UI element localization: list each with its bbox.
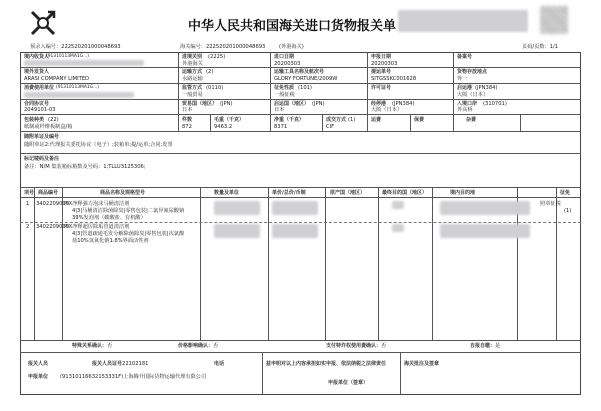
statement: 兹申明对以上内容承担如实申报、依法纳税之法律责任 [266,361,387,367]
transit-port: 大阪（日本） [371,107,403,113]
row-tax: 照章征税 [540,201,561,207]
row-name-line-2: 4|3|管道疏通毛发分解除菌除臭|零售包装|次氯酸 [72,231,185,237]
supervision-code: (0110) [206,85,224,91]
pack-label: 包装种类 [24,117,45,123]
row-code: 3402209000 [36,224,70,230]
insurance-label: 保费 [414,117,425,123]
phone-label: 电话 [214,361,225,367]
trade-country-label: 贸易国（地区） [182,101,218,107]
price-label: 价格影响确认： [178,343,214,349]
deal-label: 成交方式 [326,117,347,123]
self-label: 自报自缴： [470,343,496,349]
col-header-name: 商品名称及规格型号 [100,190,146,196]
transit-port-label: 经停港 [371,101,387,107]
transport-mode: 水路运输 [182,76,203,82]
dep-port-label: 启运港 [457,85,473,91]
pieces-label: 件数 [182,117,193,123]
row-name-line-1: PIX净释强力泡沫马桶清洁剂 [64,201,130,207]
col-header-origin: 原产国（地区） [330,190,366,196]
storage-label: 货物存放地点 [457,69,488,75]
customs-remark-label: 海关批注及签章 [404,361,440,367]
freight-label: 运费 [371,117,382,123]
consignee-code: (91310113MA1G...) [46,54,89,59]
declarant-label: 报关人员 [28,361,49,367]
supervision: 一般贸易 [182,92,203,98]
net: 8371 [274,124,288,130]
row-code: 3402209000 [36,201,70,207]
origin-country-label: 启运国（地区） [274,101,310,107]
declarant-id-label: 报关人员证号 [92,361,123,367]
consumer-label: 消费使用单位 [24,85,55,91]
levy: 一般征税 [274,92,295,98]
trade-country: 日本 [182,107,193,113]
row-name-line-3: 39%发泡剂（碳酸盐、有机酸） [72,215,146,221]
levy-code: (101) [298,85,312,91]
unit: (91310116632153331F)上海腾升国际货物运输代理有限公司 [60,374,207,380]
dep-port-code: (JPN384) [475,85,498,91]
customs-no: 222520201000048693 [205,44,266,50]
row-no: 2 [26,224,30,230]
redacted-qty [214,201,260,215]
redacted-origin [392,201,404,209]
transport-tool-label: 运输工具名称及航次号 [274,69,325,75]
price-confirm [178,343,218,349]
origin-country: 日本 [274,107,285,113]
customs-no-line [180,44,304,50]
row-name-line-2: 4|3|马桶清洁除菌除臭|零售包装|二氯异氰尿酸钠 [72,208,185,214]
col-header-tax: 征免 [560,190,571,196]
marks-text: 备注：N/M 集装箱标箱数及号码：1;TLLU3125306; [24,164,146,170]
redacted-domestic [440,224,530,238]
redacted-consignee [24,60,144,66]
redacted-price [272,224,318,238]
customs-no-label: 海关编号： [180,44,206,50]
row-name-line-1: PIX净释超厉除垢管道清洁剂 [64,224,130,230]
gross: 9463.2 [214,124,233,130]
deal-code: (1) [348,117,356,123]
deal: CIF [326,124,335,130]
royalty-value: 否 [381,343,387,349]
row-tax-sub: (1) [564,208,572,214]
qr-code-icon [540,6,568,34]
gross-label: 毛重（千克） [214,117,245,123]
transport-tool: GLORY FORTUNE/2009W [274,76,338,82]
consignee-label: 境内收货人 [24,54,50,60]
col-header-price: 单价/总价/币制 [272,190,306,196]
contract: 2049101-03 [24,107,56,113]
customs-emblem-icon [28,8,58,38]
special-value: 否 [107,343,113,349]
pack-code: (22) [48,117,59,123]
col-header-no: 项号 [24,190,35,196]
price-value: 否 [213,343,219,349]
import-date-label: 进口日期 [274,54,295,60]
redacted-qr-text [398,10,528,32]
import-date: 20200303 [274,61,301,67]
transport-mode-label: 运输方式 [182,69,203,75]
entry-place-code: (310701) [483,101,507,107]
bl-no: SITGSSKC001628 [371,76,417,82]
declarant-id: 22102181 [122,361,149,367]
transport-mode-code: (2) [206,69,214,75]
transit-port-code: (JPN384) [392,101,415,107]
self-confirm [470,343,500,349]
royalty-confirm [326,343,386,349]
pack: 纸制或纤维板制盒/箱 [24,124,73,130]
redacted-consumer [24,92,134,98]
dep-port: 大阪（日本） [457,92,489,98]
entry-place: 外高桥 [457,107,473,113]
unit-label: 申报单位 [28,374,49,380]
redacted-qty [214,224,260,238]
pieces: 872 [182,124,192,130]
special-confirm [72,343,112,349]
marks-label: 标记唛码及备注 [24,156,60,162]
trade-country-code: (JPN) [220,101,233,107]
redacted-price [272,201,318,215]
row-no: 1 [26,201,30,207]
supervision-label: 监管方式 [182,85,203,91]
consumer-code: (91310113MA1G...) [56,85,99,90]
overseas-consignor-label: 境外发货人 [24,69,50,75]
pre-entry-line [30,44,121,50]
net-label: 净重（千克） [274,117,305,123]
self-value: 是 [495,343,501,349]
origin-country-code: (JPN) [312,101,325,107]
col-header-dest: 最终目的国（地区） [382,190,428,196]
col-header-qty: 数量及单位 [214,190,240,196]
unit-seal-label: 申报单位（签章） [328,380,369,386]
docs-text: 随附单证2:代理报关委托协议（电子）;装箱单;提/运单;合同;发票 [24,142,173,148]
contract-label: 合同协议号 [24,101,50,107]
license-label: 许可证号 [371,85,392,91]
docs-label: 随附单证及编号 [24,134,60,140]
redacted-origin [392,224,404,232]
redacted-domestic [440,201,530,215]
pre-entry-label: 预录入编号： [30,44,62,50]
document-title: 中华人民共和国海关进口货物报关单 [188,19,397,34]
pre-entry-no: 222520201000048693 [61,44,121,50]
special-label: 特殊关系确认： [72,343,108,349]
page-indicator: 页码/页数：1/1 [522,44,559,50]
row-name-line-3: 盐10%氢氧化钠1.8%界面活性剂 [72,238,149,244]
entry-place-label: 入境口岸 [457,101,478,107]
col-header-code: 商品编号 [38,190,59,196]
royalty-label: 支付特许权使用费确认： [326,343,382,349]
entry-port: 外港海关 [182,61,203,67]
bl-no-label: 提运单号 [371,69,392,75]
declarant-id-line [92,361,148,367]
col-header-domestic: 境内目的地 [450,190,476,196]
declare-date-label: 申报日期 [371,54,392,60]
levy-label: 征免性质 [274,85,295,91]
customs-office: (外港海关) [279,44,304,50]
entry-port-code: (2225) [208,54,226,60]
declare-date: 20200303 [371,61,398,67]
storage: 外一 [457,76,468,82]
misc-label: 杂费 [466,117,477,123]
overseas-consignor: ARASI COMPANY LIMITED [24,76,90,82]
record-no-label: 备案号 [457,54,473,60]
entry-port-label: 进境关别 [182,54,203,60]
